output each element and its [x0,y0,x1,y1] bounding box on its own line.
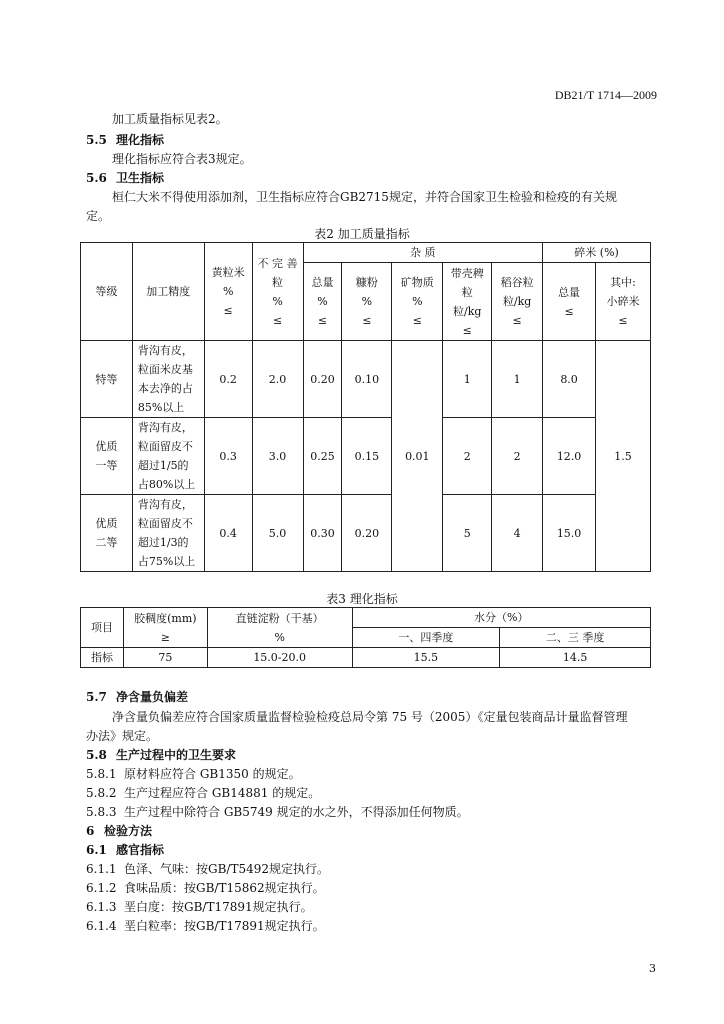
section-5-7-heading: 5.7 净含量负偏差 [86,690,189,704]
imperfect-cell: 3.0 [252,418,303,495]
header-gel-consistency: 胶稠度(mm) ≥ [123,608,207,648]
header-precision: 加工精度 [132,243,204,341]
husked-cell: 1 [443,341,492,418]
yellow-cell: 0.2 [204,341,252,418]
bran-cell: 0.10 [342,341,392,418]
header-small-broken: 其中: 小碎米 ≤ [596,263,651,341]
section-6-1-heading: 6.1 感官指标 [86,843,165,857]
yellow-cell: 0.4 [204,495,252,572]
header-mineral: 矿物质 % ≤ [392,263,443,341]
table2-caption: 表2 加工质量指标 [314,227,410,241]
moisture-q23-value: 14.5 [500,648,651,668]
husked-cell: 2 [443,418,492,495]
gel-value: 75 [123,648,207,668]
intro-text: 加工质量指标见表2。 [112,112,228,126]
header-amylose: 直链淀粉（干基） % [207,608,352,648]
section-5-5-heading: 5.5 理化指标 [86,133,165,147]
section-6-1-2: 6.1.2 食味品质：按GB/T15862规定执行。 [86,881,325,895]
section-6-1-1: 6.1.1 色泽、气味：按GB/T5492规定执行。 [86,862,329,876]
imperfect-cell: 5.0 [252,495,303,572]
precision-cell: 背沟有皮， 粒面留皮不 超过1/5的 占80%以上 [132,418,204,495]
table3-physicochemical [80,607,651,668]
imperfect-cell: 2.0 [252,341,303,418]
page-number: 3 [649,962,656,975]
table2-processing-quality [80,242,651,572]
header-grade: 等级 [81,243,133,341]
broken-total-cell: 12.0 [543,418,596,495]
section-6-heading: 6 检验方法 [86,824,153,838]
impurity-total-cell: 0.25 [303,418,342,495]
header-broken-total: 总量 ≤ [543,263,596,341]
section-6-1-4: 6.1.4 垩白粒率：按GB/T17891规定执行。 [86,919,325,933]
header-paddy-grain: 稻谷粒 粒/kg ≤ [492,263,543,341]
section-5-7-text-line1: 净含量负偏差应符合国家质量监督检验检疫总局令第 75 号（2005）《定量包装商品计量监督管理 [112,710,628,724]
header-yellow-grain: 黄粒米 % ≤ [204,243,252,341]
bran-cell: 0.15 [342,418,392,495]
section-5-8-heading: 5.8 生产过程中的卫生要求 [86,748,237,762]
row-label: 指标 [81,648,124,668]
table-row [81,341,651,418]
husked-cell: 5 [443,495,492,572]
section-5-8-1: 5.8.1 原材料应符合 GB1350 的规定。 [86,767,301,781]
header-item: 项目 [81,608,124,648]
moisture-q14-value: 15.5 [352,648,500,668]
table-row [81,418,651,495]
section-5-6-heading: 5.6 卫生指标 [86,171,165,185]
grade-cell: 优质 二等 [81,495,133,572]
bran-cell: 0.20 [342,495,392,572]
header-imperfect-grain: 不 完 善 粒 % ≤ [252,243,303,341]
mineral-cell: 0.01 [392,341,443,572]
yellow-cell: 0.3 [204,418,252,495]
precision-cell: 背沟有皮， 粒面米皮基 本去净的占 85%以上 [132,341,204,418]
broken-total-cell: 8.0 [543,341,596,418]
precision-cell: 背沟有皮， 粒面留皮不 超过1/3的 占75%以上 [132,495,204,572]
section-5-7-text-line2: 办法》规定。 [86,729,159,743]
section-5-5-text: 理化指标应符合表3规定。 [112,152,252,166]
section-5-6-text-line1: 桓仁大米不得使用添加剂，卫生指标应符合GB2715规定，并符合国家卫生检验和检疫的有关规 [112,190,617,204]
impurity-total-cell: 0.30 [303,495,342,572]
table-row [81,648,651,668]
section-5-6-text-line2: 定。 [86,209,111,223]
header-broken-rice: 碎米 (%) [543,243,651,263]
header-q2-q3: 二、三 季度 [500,628,651,648]
header-moisture: 水分（%） [352,608,650,628]
section-5-8-2: 5.8.2 生产过程应符合 GB14881 的规定。 [86,786,321,800]
header-husked-grass-seed: 带壳稗 粒 粒/kg ≤ [443,263,492,341]
header-impurity: 杂 质 [303,243,543,263]
section-6-1-3: 6.1.3 垩白度：按GB/T17891规定执行。 [86,900,313,914]
impurity-total-cell: 0.20 [303,341,342,418]
section-5-8-3: 5.8.3 生产过程中除符合 GB5749 规定的水之外，不得添加任何物质。 [86,805,469,819]
grade-cell: 特等 [81,341,133,418]
table-row [81,495,651,572]
table3-caption: 表3 理化指标 [326,592,398,606]
broken-total-cell: 15.0 [543,495,596,572]
header-bran: 糠粉 % ≤ [342,263,392,341]
small-broken-cell: 1.5 [596,341,651,572]
paddy-cell: 2 [492,418,543,495]
document-code: DB21/T 1714—2009 [554,88,657,102]
paddy-cell: 4 [492,495,543,572]
amylose-value: 15.0-20.0 [207,648,352,668]
header-q1-q4: 一、四季度 [352,628,500,648]
header-impurity-total: 总量 % ≤ [303,263,342,341]
grade-cell: 优质 一等 [81,418,133,495]
paddy-cell: 1 [492,341,543,418]
